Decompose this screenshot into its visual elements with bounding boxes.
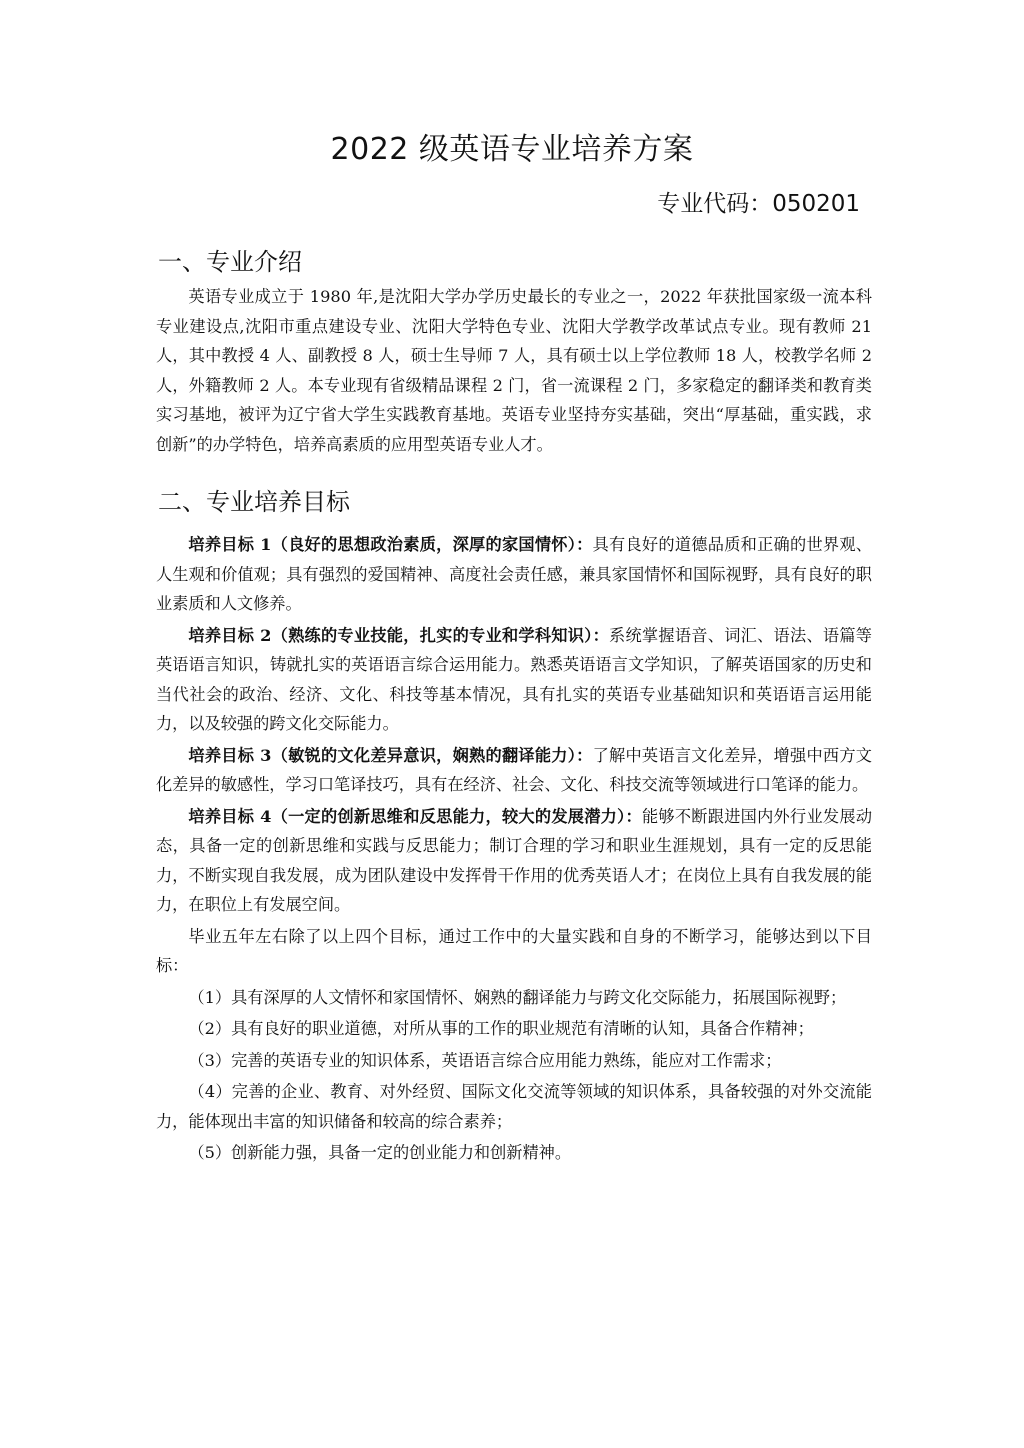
major-code: 专业代码：050201: [657, 191, 860, 217]
intro-paragraph: 英语专业成立于 1980 年,是沈阳大学办学历史最长的专业之一，2022 年获批国家级一流本科专业建设点,沈阳市重点建设专业、沈阳大学特色专业、沈阳大学教学改革试点专业。现有教师 21 人，其中教授 4 人、副教授 8 人，硕士生导师 7 人，具有硕士以上学位教师 18 人，校教学名师 2 人，外籍教师 2 人。本专业现有省级精品课程 2 门，省一流课程 2 门，多家稳定的翻译类和教育类实习基地，被评为辽宁省大学生实践教育基地。英语专业坚持夯实基础，突出“厚基础，重实践，求创新”的办学特色，培养高素质的应用型英语专业人才。: [156, 287, 872, 454]
goal-text: 了解中英语言文化差异，增强中西方文化差异的敏感性，学习口笔译技巧，具有在经济、社会、文化、科技交流等领域进行口笔译的能力。: [156, 745, 872, 794]
goal-label: 培养目标 2（熟练的专业技能，扎实的专业和学科知识）：: [188, 625, 610, 645]
five-year-item: （2）具有良好的职业道德，对所从事的工作的职业规范有清晰的认知，具备合作精神；: [188, 1019, 814, 1038]
goal-paragraph: [156, 802, 872, 920]
five-year-item: （1）具有深厚的人文情怀和家国情怀、娴熟的翻译能力与跨文化交际能力，拓展国际视野；: [188, 987, 847, 1007]
goals-section: [156, 530, 872, 1170]
five-year-item: （5）创新能力强，具备一定的创业能力和创新精神。: [188, 1143, 572, 1162]
five-year-intro: 毕业五年左右除了以上四个目标，通过工作中的大量实践和自身的不断学习，能够达到以下目标：: [156, 926, 872, 975]
goal-label: 培养目标 1（良好的思想政治素质，深厚的家国情怀）：: [188, 535, 593, 554]
goal-paragraph: [156, 530, 872, 619]
goal-paragraph: [156, 741, 872, 800]
goal-text: 系统掌握语音、词汇、语法、语篇等英语语言知识，铸就扎实的英语语言综合运用能力。熟悉英语语言文学知识，了解英语国家的历史和当代社会的政治、经济、文化、科技等基本情况，具有扎实的英语专业基础知识和英语语言运用能力，以及较强的跨文化交际能力。: [156, 625, 872, 733]
intro-section: [156, 282, 872, 461]
goal-label: 培养目标 3（敏锐的文化差异意识，娴熟的翻译能力）：: [188, 745, 593, 765]
goal-label: 培养目标 4（一定的创新思维和反思能力，较大的发展潜力）：: [188, 806, 642, 826]
five-year-item: （4）完善的企业、教育、对外经贸、国际文化交流等领域的知识体系，具备较强的对外交流能力，能体现出丰富的知识储备和较高的综合素养；: [156, 1082, 872, 1131]
goal-text: 具有良好的道德品质和正确的世界观、人生观和价值观；具有强烈的爱国精神、高度社会责任感，兼具家国情怀和国际视野，具有良好的职业素质和人文修养。: [156, 535, 872, 613]
section-heading-intro: 一、专业介绍: [158, 248, 302, 276]
five-year-item: （3）完善的英语专业的知识体系，英语语言综合应用能力熟练，能应对工作需求；: [188, 1050, 782, 1070]
goal-paragraph: [156, 621, 872, 739]
goal-text: 能够不断跟进国内外行业发展动态，具备一定的创新思维和实践与反思能力；制订合理的学习和职业生涯规划，具有一定的反思能力，不断实现自我发展，成为团队建设中发挥骨干作用的优秀英语人才；在岗位上具有自我发展的能力，在职位上有发展空间。: [156, 806, 873, 914]
section-heading-goals: 二、专业培养目标: [158, 488, 350, 516]
document-title: 2022 级英语专业培养方案: [330, 132, 694, 167]
